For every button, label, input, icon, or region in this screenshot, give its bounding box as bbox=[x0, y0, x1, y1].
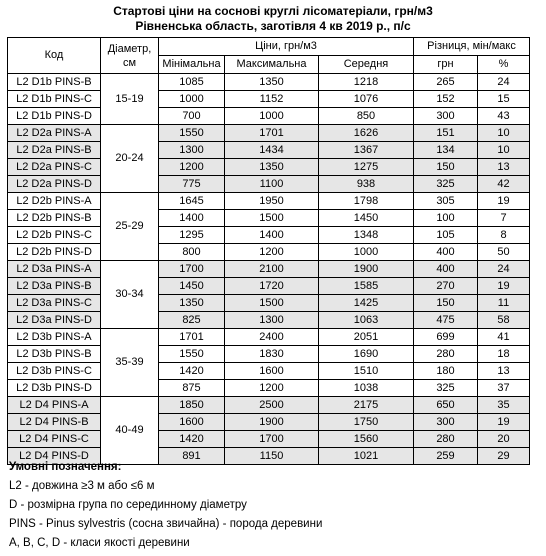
cell-diff-pct: 50 bbox=[478, 244, 530, 261]
cell-diff-uah: 150 bbox=[414, 295, 478, 312]
cell-diff-pct: 19 bbox=[478, 193, 530, 210]
cell-avg: 1900 bbox=[319, 261, 414, 278]
cell-code: L2 D2a PINS-B bbox=[8, 142, 101, 159]
cell-code: L2 D4 PINS-A bbox=[8, 397, 101, 414]
cell-max: 1500 bbox=[225, 295, 319, 312]
header-diameter bbox=[101, 38, 159, 74]
legend-item: PINS - Pinus sylvestris (сосна звичайна) - порода деревини bbox=[9, 518, 323, 530]
cell-max: 1200 bbox=[225, 380, 319, 397]
cell-max: 1400 bbox=[225, 227, 319, 244]
cell-max: 1720 bbox=[225, 278, 319, 295]
cell-diff-pct: 35 bbox=[478, 397, 530, 414]
cell-min: 1295 bbox=[159, 227, 225, 244]
cell-max: 1150 bbox=[225, 448, 319, 465]
table-row bbox=[8, 244, 530, 261]
cell-diff-pct: 10 bbox=[478, 125, 530, 142]
cell-code: L2 D3a PINS-C bbox=[8, 295, 101, 312]
cell-diff-uah: 305 bbox=[414, 193, 478, 210]
cell-diff-uah: 100 bbox=[414, 210, 478, 227]
cell-diff-pct: 41 bbox=[478, 329, 530, 346]
cell-min: 1300 bbox=[159, 142, 225, 159]
cell-max: 1900 bbox=[225, 414, 319, 431]
cell-diff-uah: 259 bbox=[414, 448, 478, 465]
cell-max: 1500 bbox=[225, 210, 319, 227]
cell-min: 1085 bbox=[159, 74, 225, 91]
cell-diff-pct: 13 bbox=[478, 159, 530, 176]
page-title: Стартові ціни на соснові круглі лісоматеріали, грн/м3 bbox=[113, 4, 433, 18]
cell-min: 1600 bbox=[159, 414, 225, 431]
table-row bbox=[8, 176, 530, 193]
table-row bbox=[8, 159, 530, 176]
cell-avg: 1367 bbox=[319, 142, 414, 159]
cell-avg: 1626 bbox=[319, 125, 414, 142]
table-row bbox=[8, 91, 530, 108]
cell-max: 1152 bbox=[225, 91, 319, 108]
table-row bbox=[8, 397, 530, 414]
table-row bbox=[8, 312, 530, 329]
cell-diff-pct: 10 bbox=[478, 142, 530, 159]
cell-diff-uah: 699 bbox=[414, 329, 478, 346]
legend-item: A, B, C, D - класи якості деревини bbox=[9, 537, 190, 549]
cell-diff-pct: 29 bbox=[478, 448, 530, 465]
header-difference: Різниця, мін/макс bbox=[414, 38, 530, 56]
table-row bbox=[8, 74, 530, 91]
cell-diff-pct: 13 bbox=[478, 363, 530, 380]
table-row bbox=[8, 227, 530, 244]
cell-diff-pct: 19 bbox=[478, 414, 530, 431]
cell-avg: 1585 bbox=[319, 278, 414, 295]
header-avg: Середня bbox=[319, 56, 414, 74]
table-row bbox=[8, 125, 530, 142]
table-row bbox=[8, 142, 530, 159]
cell-min: 1850 bbox=[159, 397, 225, 414]
table-row bbox=[8, 414, 530, 431]
cell-code: L2 D2b PINS-D bbox=[8, 244, 101, 261]
cell-avg: 1425 bbox=[319, 295, 414, 312]
legend-item: L2 - довжина ≥3 м або ≤6 м bbox=[9, 480, 155, 492]
cell-avg: 1510 bbox=[319, 363, 414, 380]
cell-code: L2 D3a PINS-A bbox=[8, 261, 101, 278]
cell-max: 2400 bbox=[225, 329, 319, 346]
cell-min: 1420 bbox=[159, 363, 225, 380]
table-row bbox=[8, 193, 530, 210]
cell-avg: 1218 bbox=[319, 74, 414, 91]
cell-avg: 1750 bbox=[319, 414, 414, 431]
cell-diff-uah: 280 bbox=[414, 346, 478, 363]
cell-avg: 1000 bbox=[319, 244, 414, 261]
cell-avg: 1450 bbox=[319, 210, 414, 227]
cell-avg: 1076 bbox=[319, 91, 414, 108]
cell-min: 875 bbox=[159, 380, 225, 397]
cell-diameter: 20-24 bbox=[101, 125, 159, 193]
cell-diameter: 25-29 bbox=[101, 193, 159, 261]
cell-diameter: 30-34 bbox=[101, 261, 159, 329]
cell-max: 1000 bbox=[225, 108, 319, 125]
price-table bbox=[7, 37, 530, 465]
cell-code: L2 D3a PINS-B bbox=[8, 278, 101, 295]
cell-code: L2 D4 PINS-B bbox=[8, 414, 101, 431]
table-row bbox=[8, 261, 530, 278]
cell-diff-uah: 325 bbox=[414, 380, 478, 397]
cell-min: 1550 bbox=[159, 125, 225, 142]
cell-diff-pct: 24 bbox=[478, 74, 530, 91]
cell-min: 700 bbox=[159, 108, 225, 125]
cell-avg: 1798 bbox=[319, 193, 414, 210]
header-prices: Ціни, грн/м3 bbox=[159, 38, 414, 56]
cell-avg: 850 bbox=[319, 108, 414, 125]
cell-diff-uah: 265 bbox=[414, 74, 478, 91]
cell-diff-pct: 11 bbox=[478, 295, 530, 312]
cell-min: 1200 bbox=[159, 159, 225, 176]
cell-diff-pct: 20 bbox=[478, 431, 530, 448]
cell-diff-uah: 105 bbox=[414, 227, 478, 244]
cell-max: 1830 bbox=[225, 346, 319, 363]
cell-diff-pct: 7 bbox=[478, 210, 530, 227]
cell-code: L2 D1b PINS-C bbox=[8, 91, 101, 108]
cell-code: L2 D2b PINS-C bbox=[8, 227, 101, 244]
cell-max: 2500 bbox=[225, 397, 319, 414]
cell-min: 1550 bbox=[159, 346, 225, 363]
table-row bbox=[8, 108, 530, 125]
cell-code: L2 D1b PINS-B bbox=[8, 74, 101, 91]
cell-code: L2 D2a PINS-C bbox=[8, 159, 101, 176]
cell-diff-pct: 8 bbox=[478, 227, 530, 244]
cell-max: 1600 bbox=[225, 363, 319, 380]
cell-diff-uah: 152 bbox=[414, 91, 478, 108]
header-diameter-line2: см bbox=[122, 56, 137, 69]
cell-diff-pct: 43 bbox=[478, 108, 530, 125]
cell-code: L2 D2b PINS-B bbox=[8, 210, 101, 227]
cell-diff-pct: 37 bbox=[478, 380, 530, 397]
cell-avg: 1063 bbox=[319, 312, 414, 329]
legend-heading: Умовні позначення: bbox=[9, 461, 122, 473]
cell-min: 1350 bbox=[159, 295, 225, 312]
cell-avg: 1560 bbox=[319, 431, 414, 448]
cell-max: 1300 bbox=[225, 312, 319, 329]
header-pct: % bbox=[478, 56, 530, 74]
cell-min: 891 bbox=[159, 448, 225, 465]
table-row bbox=[8, 363, 530, 380]
cell-min: 1450 bbox=[159, 278, 225, 295]
cell-max: 1200 bbox=[225, 244, 319, 261]
cell-avg: 2175 bbox=[319, 397, 414, 414]
cell-max: 1700 bbox=[225, 431, 319, 448]
cell-code: L2 D2b PINS-A bbox=[8, 193, 101, 210]
cell-diff-pct: 15 bbox=[478, 91, 530, 108]
cell-avg: 2051 bbox=[319, 329, 414, 346]
cell-min: 1400 bbox=[159, 210, 225, 227]
cell-avg: 1038 bbox=[319, 380, 414, 397]
cell-diff-uah: 400 bbox=[414, 261, 478, 278]
cell-diff-uah: 475 bbox=[414, 312, 478, 329]
cell-avg: 1690 bbox=[319, 346, 414, 363]
cell-code: L2 D3b PINS-A bbox=[8, 329, 101, 346]
header-diameter-line1: Діаметр, bbox=[107, 42, 152, 55]
header-uah: грн bbox=[414, 56, 478, 74]
table-row bbox=[8, 380, 530, 397]
cell-min: 1700 bbox=[159, 261, 225, 278]
table-row bbox=[8, 431, 530, 448]
header-min: Мінімальна bbox=[159, 56, 225, 74]
cell-diff-pct: 42 bbox=[478, 176, 530, 193]
cell-avg: 1348 bbox=[319, 227, 414, 244]
cell-min: 1000 bbox=[159, 91, 225, 108]
cell-code: L2 D3b PINS-C bbox=[8, 363, 101, 380]
cell-diff-uah: 400 bbox=[414, 244, 478, 261]
table-row bbox=[8, 210, 530, 227]
cell-diameter: 40-49 bbox=[101, 397, 159, 465]
cell-diff-uah: 134 bbox=[414, 142, 478, 159]
cell-max: 1950 bbox=[225, 193, 319, 210]
page-subtitle: Рівненська область, заготівля 4 кв 2019 р., п/с bbox=[135, 19, 411, 33]
cell-max: 1434 bbox=[225, 142, 319, 159]
header-code: Код bbox=[8, 38, 101, 74]
cell-diff-pct: 24 bbox=[478, 261, 530, 278]
cell-diff-uah: 650 bbox=[414, 397, 478, 414]
cell-diff-uah: 325 bbox=[414, 176, 478, 193]
cell-min: 1701 bbox=[159, 329, 225, 346]
cell-code: L2 D2a PINS-D bbox=[8, 176, 101, 193]
cell-max: 1350 bbox=[225, 159, 319, 176]
cell-code: L2 D3a PINS-D bbox=[8, 312, 101, 329]
legend-item: D - розмірна група по серединному діаметру bbox=[9, 499, 247, 511]
cell-avg: 1021 bbox=[319, 448, 414, 465]
header-max: Максимальна bbox=[225, 56, 319, 74]
cell-diff-uah: 300 bbox=[414, 108, 478, 125]
cell-diff-uah: 300 bbox=[414, 414, 478, 431]
cell-diff-pct: 18 bbox=[478, 346, 530, 363]
cell-diff-pct: 19 bbox=[478, 278, 530, 295]
cell-min: 800 bbox=[159, 244, 225, 261]
cell-diff-pct: 58 bbox=[478, 312, 530, 329]
legend bbox=[9, 458, 322, 553]
table-row bbox=[8, 278, 530, 295]
cell-max: 1701 bbox=[225, 125, 319, 142]
table-row bbox=[8, 295, 530, 312]
cell-diff-uah: 150 bbox=[414, 159, 478, 176]
cell-diff-uah: 280 bbox=[414, 431, 478, 448]
cell-diameter: 15-19 bbox=[101, 74, 159, 125]
cell-diff-uah: 270 bbox=[414, 278, 478, 295]
cell-diff-uah: 151 bbox=[414, 125, 478, 142]
price-table-body bbox=[8, 74, 530, 465]
cell-max: 1100 bbox=[225, 176, 319, 193]
cell-code: L2 D4 PINS-C bbox=[8, 431, 101, 448]
cell-code: L2 D2a PINS-A bbox=[8, 125, 101, 142]
cell-min: 1420 bbox=[159, 431, 225, 448]
cell-min: 775 bbox=[159, 176, 225, 193]
cell-diameter: 35-39 bbox=[101, 329, 159, 397]
table-row bbox=[8, 346, 530, 363]
cell-code: L2 D1b PINS-D bbox=[8, 108, 101, 125]
cell-min: 825 bbox=[159, 312, 225, 329]
cell-max: 1350 bbox=[225, 74, 319, 91]
cell-diff-uah: 180 bbox=[414, 363, 478, 380]
cell-code: L2 D3b PINS-B bbox=[8, 346, 101, 363]
cell-avg: 1275 bbox=[319, 159, 414, 176]
cell-max: 2100 bbox=[225, 261, 319, 278]
cell-code: L2 D4 PINS-D bbox=[8, 448, 101, 465]
table-row bbox=[8, 329, 530, 346]
cell-avg: 938 bbox=[319, 176, 414, 193]
cell-code: L2 D3b PINS-D bbox=[8, 380, 101, 397]
cell-min: 1645 bbox=[159, 193, 225, 210]
